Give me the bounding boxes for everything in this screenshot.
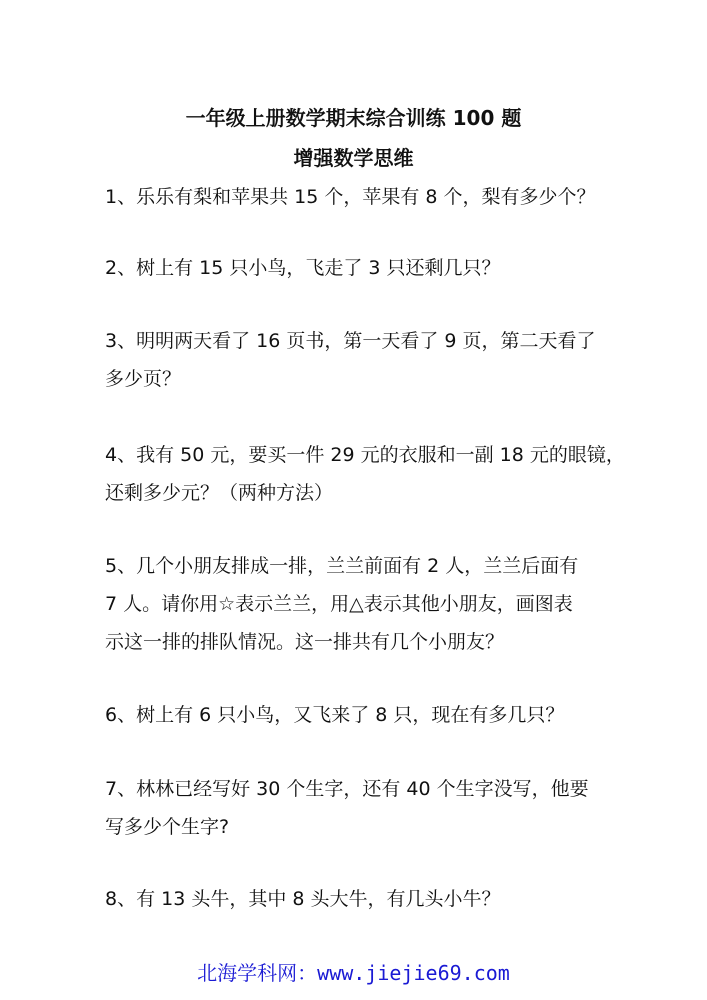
question-line: 6、树上有 6 只小鸟，又飞来了 8 只，现在有多几只？ bbox=[105, 704, 565, 726]
question-line: 写多少个生字? bbox=[105, 816, 230, 838]
question-4 bbox=[105, 436, 625, 512]
question-line: 还剩多少元？（两种方法） bbox=[105, 482, 334, 504]
footer-url[interactable]: www.jiejie69.com bbox=[317, 961, 510, 985]
question-3 bbox=[105, 322, 615, 398]
footer-watermark bbox=[0, 960, 707, 986]
question-1 bbox=[105, 178, 615, 216]
document-title: 一年级上册数学期末综合训练 100 题 bbox=[185, 106, 522, 130]
question-line: 7 人。请你用☆表示兰兰，用△表示其他小朋友，画图表 bbox=[105, 593, 573, 615]
question-line: 5、几个小朋友排成一排，兰兰前面有 2 人，兰兰后面有 bbox=[105, 555, 579, 577]
question-2 bbox=[105, 249, 615, 287]
question-5 bbox=[105, 547, 615, 661]
question-6 bbox=[105, 696, 615, 734]
question-line: 1、乐乐有梨和苹果共 15 个，苹果有 8 个，梨有多少个？ bbox=[105, 186, 596, 208]
question-8 bbox=[105, 880, 615, 918]
question-line: 示这一排的排队情况。这一排共有几个小朋友？ bbox=[105, 631, 505, 653]
footer-label: 北海学科网： bbox=[197, 961, 318, 985]
question-line: 7、林林已经写好 30 个生字，还有 40 个生字没写，他要 bbox=[105, 778, 589, 800]
question-line: 多少页？ bbox=[105, 368, 182, 390]
document-subtitle: 增强数学思维 bbox=[293, 146, 414, 170]
question-line: 4、我有 50 元，要买一件 29 元的衣服和一副 18 元的眼镜， bbox=[105, 444, 625, 466]
question-line: 8、有 13 头牛，其中 8 头大牛，有几头小牛？ bbox=[105, 888, 501, 910]
question-line: 2、树上有 15 只小鸟，飞走了 3 只还剩几只？ bbox=[105, 257, 501, 279]
question-7 bbox=[105, 770, 615, 846]
question-line: 3、明明两天看了 16 页书，第一天看了 9 页，第二天看了 bbox=[105, 330, 596, 352]
